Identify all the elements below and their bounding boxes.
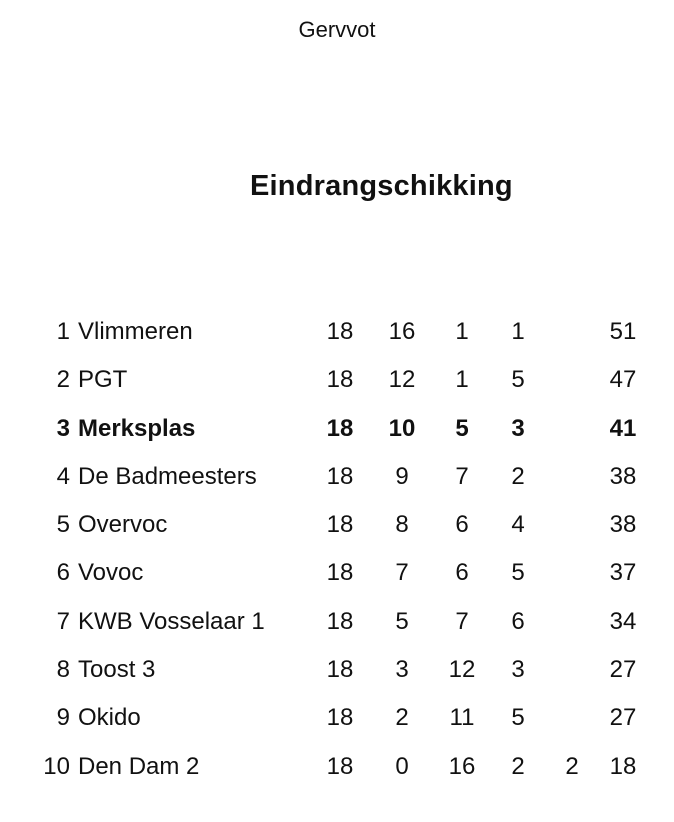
lost-cell: 1	[511, 318, 525, 345]
played-cell: 18	[326, 704, 354, 732]
rank-cell: 6	[56, 559, 70, 587]
rank-cell: 8	[56, 656, 70, 684]
team-name: Okido	[78, 704, 141, 732]
points-cell: 18	[609, 752, 637, 780]
lost-cell: 6	[511, 607, 525, 635]
page-title: Eindrangschikking	[250, 170, 513, 202]
won-cell: 5	[395, 607, 409, 635]
played-cell: 18	[326, 414, 354, 442]
points-cell: 27	[609, 704, 637, 732]
rank-cell: 5	[56, 511, 70, 539]
drawn-cell: 5	[455, 414, 469, 442]
played-cell: 18	[326, 752, 354, 780]
drawn-cell: 1	[455, 318, 469, 345]
drawn-cell: 16	[448, 752, 476, 780]
drawn-cell: 6	[455, 559, 469, 587]
played-cell: 18	[326, 511, 354, 539]
drawn-cell: 7	[455, 607, 469, 635]
team-name: KWB Vosselaar 1	[78, 607, 265, 635]
drawn-cell: 12	[448, 656, 476, 684]
drawn-cell: 6	[455, 511, 469, 539]
lost-cell: 4	[511, 511, 525, 539]
rank-cell: 3	[56, 414, 70, 442]
team-name: Overvoc	[78, 511, 168, 539]
rank-cell: 10	[43, 752, 70, 780]
table-row	[0, 698, 674, 746]
table-row	[0, 553, 674, 601]
rank-cell: 9	[56, 704, 70, 732]
page-header	[0, 17, 674, 43]
played-cell: 18	[326, 462, 354, 490]
table-row	[0, 602, 674, 650]
table-row	[0, 360, 674, 408]
lost-cell: 2	[511, 752, 525, 780]
team-name: Toost 3	[78, 656, 156, 684]
table-row	[0, 505, 674, 553]
extra-cell: 2	[565, 752, 579, 780]
lost-cell: 3	[511, 656, 525, 684]
won-cell: 16	[388, 318, 416, 345]
team-name: PGT	[78, 366, 128, 394]
team-name: Vovoc	[78, 559, 144, 587]
points-cell: 51	[609, 318, 637, 345]
standings-table	[0, 312, 674, 795]
rank-cell: 1	[56, 318, 70, 345]
lost-cell: 2	[511, 462, 525, 490]
points-cell: 34	[609, 607, 637, 635]
lost-cell: 3	[511, 414, 525, 442]
header-text: Gervvot	[298, 17, 376, 42]
team-name: Den Dam 2	[78, 752, 200, 780]
table-row	[0, 457, 674, 505]
won-cell: 9	[395, 462, 409, 490]
points-cell: 47	[609, 366, 637, 394]
rank-cell: 4	[56, 462, 70, 490]
played-cell: 18	[326, 318, 354, 345]
team-name: Vlimmeren	[78, 318, 193, 345]
lost-cell: 5	[511, 559, 525, 587]
team-name: De Badmeesters	[78, 462, 257, 490]
drawn-cell: 11	[449, 704, 475, 732]
table-row	[0, 312, 674, 360]
lost-cell: 5	[511, 366, 525, 394]
won-cell: 2	[395, 704, 409, 732]
table-row	[0, 747, 674, 795]
team-name: Merksplas	[78, 414, 196, 442]
played-cell: 18	[326, 607, 354, 635]
drawn-cell: 7	[455, 462, 469, 490]
won-cell: 3	[395, 656, 409, 684]
played-cell: 18	[326, 559, 354, 587]
table-row	[0, 409, 674, 457]
rank-cell: 7	[56, 607, 70, 635]
won-cell: 0	[395, 752, 409, 780]
won-cell: 8	[395, 511, 409, 539]
points-cell: 27	[609, 656, 637, 684]
won-cell: 7	[395, 559, 409, 587]
table-row	[0, 650, 674, 698]
points-cell: 37	[609, 559, 637, 587]
played-cell: 18	[326, 656, 354, 684]
lost-cell: 5	[511, 704, 525, 732]
points-cell: 41	[609, 414, 637, 442]
rank-cell: 2	[56, 366, 70, 394]
won-cell: 12	[388, 366, 416, 394]
points-cell: 38	[609, 462, 637, 490]
points-cell: 38	[609, 511, 637, 539]
won-cell: 10	[388, 414, 416, 442]
played-cell: 18	[326, 366, 354, 394]
drawn-cell: 1	[455, 366, 469, 394]
